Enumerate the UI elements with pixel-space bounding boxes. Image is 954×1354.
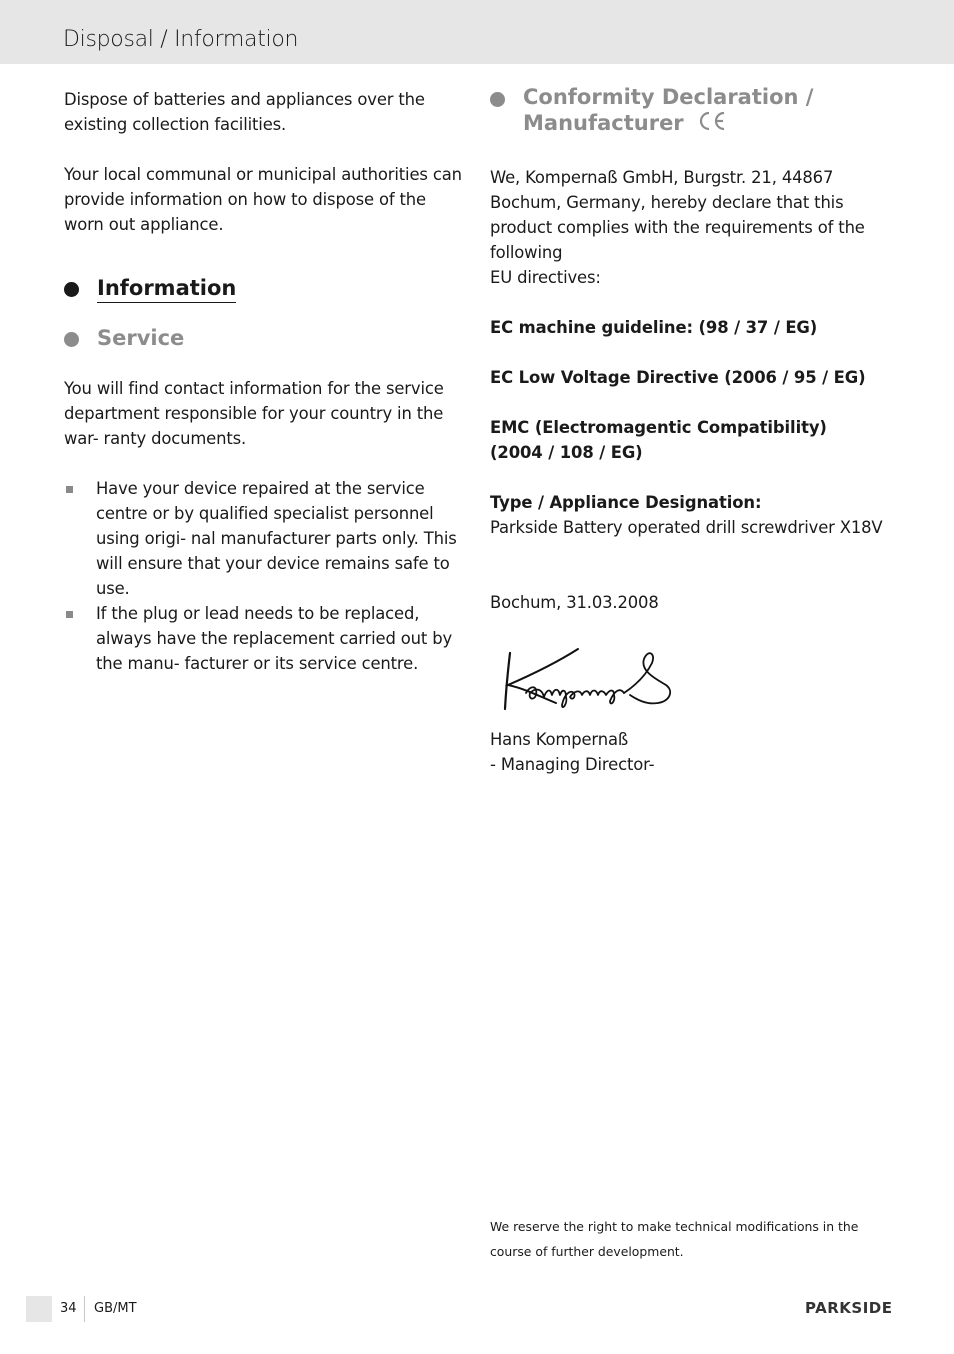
footer-divider — [84, 1296, 85, 1322]
declaration-text-line2: EU directives: — [490, 268, 601, 287]
disposal-paragraph-1: Dispose of batteries and appliances over the existing collection facilities. — [64, 90, 425, 134]
list-item: Have your device repaired at the service centre or by qualified specialist personnel using origi- nal manufacturer parts only. This will ensure that your device remains safe to use. — [64, 476, 464, 601]
ce-mark-icon — [697, 110, 727, 138]
place-date: Bochum, 31.03.2008 — [490, 593, 659, 612]
directive-emc-line2: (2004 / 108 / EG) — [490, 443, 643, 462]
bullet-dot-icon — [490, 92, 505, 107]
signature-image — [496, 645, 890, 719]
type-label: Type / Appliance Designation: — [490, 493, 762, 512]
locale-label: GB/MT — [94, 1301, 137, 1316]
square-bullet-icon — [66, 611, 73, 618]
page-marker-box — [26, 1296, 52, 1322]
bullet-dot-icon — [64, 282, 79, 297]
page-number: 34 — [60, 1301, 77, 1316]
service-heading: Service — [64, 325, 464, 351]
service-paragraph: You will find contact information for the service department responsible for your country in the war- ranty documents. — [64, 379, 444, 448]
disposal-paragraph-2: Your local communal or municipal authorities can provide information on how to dispose of the worn out appliance. — [64, 165, 462, 234]
page-title: Disposal / Information — [63, 27, 299, 52]
information-heading: Information — [64, 275, 464, 301]
directive-low-voltage: EC Low Voltage Directive (2006 / 95 / EG) — [490, 368, 866, 387]
brand-logo: PARKSIDE — [805, 1299, 893, 1317]
type-value: Parkside Battery operated drill screwdriver X18V — [490, 518, 883, 537]
page-header — [0, 0, 954, 64]
declaration-text: We, Kompernaß GmbH, Burgstr. 21, 44867 Bochum, Germany, hereby declare that this product complies with the requirements of the following — [490, 168, 865, 262]
directive-machine: EC machine guideline: (98 / 37 / EG) — [490, 318, 818, 337]
conformity-heading: Conformity Declaration / Manufacturer — [490, 85, 890, 138]
signatory-name: Hans Kompernaß — [490, 730, 629, 749]
right-column — [490, 85, 890, 777]
footer-note: We reserve the right to make technical modifications in the course of further development. — [490, 1219, 859, 1259]
square-bullet-icon — [66, 486, 73, 493]
directive-emc-line1: EMC (Electromagentic Compatibility) — [490, 418, 827, 437]
bullet-dot-icon — [64, 332, 79, 347]
service-bullet-list — [64, 476, 464, 676]
signatory-title: - Managing Director- — [490, 755, 655, 774]
left-column — [64, 87, 464, 676]
list-item: If the plug or lead needs to be replaced, always have the replacement carried out by the manu- facturer or its service centre. — [64, 601, 464, 676]
